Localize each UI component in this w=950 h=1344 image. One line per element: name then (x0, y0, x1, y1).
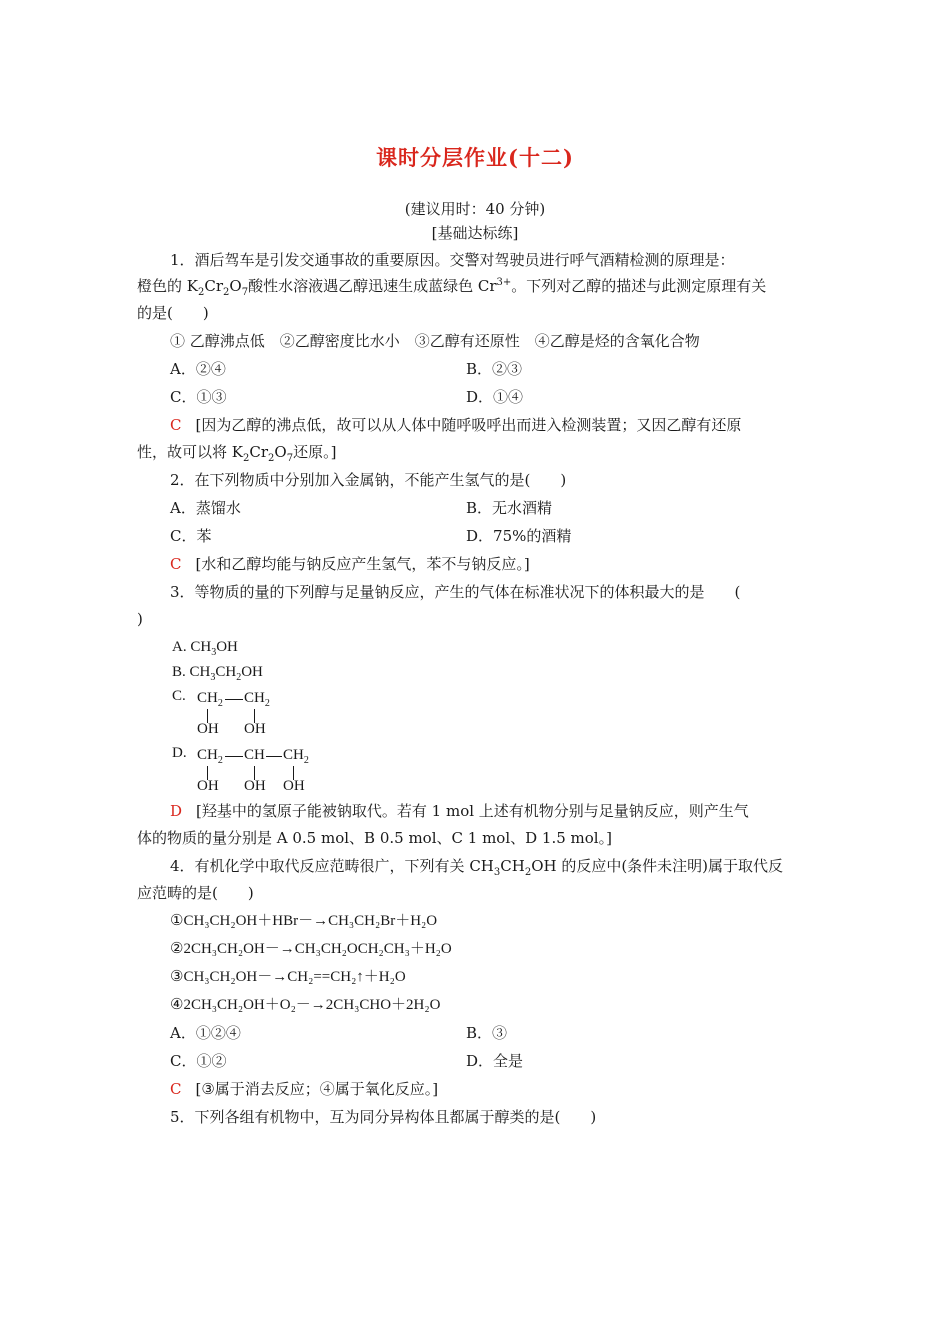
q4-reaction-1: ①CH₃CH₂OH＋HBr－→CH₃CH₂Br＋H₂O (170, 913, 438, 929)
q2-option-c: C．苯 (170, 527, 212, 545)
q4-option-d: D．全是 (466, 1052, 524, 1070)
q3-explanation-line1: D [羟基中的氢原子能被钠取代。若有 1 mol 上述有机物分别与足量钠反应，则产生气 (170, 802, 749, 820)
q4-option-a: A．①②④ (170, 1024, 241, 1042)
q3-option-d-structure: D. $CH_2$ CH $CH_2$ OH OH OH (172, 745, 309, 794)
q1-option-a: A．②④ (170, 360, 226, 378)
q1-option-d: D．①④ (466, 388, 524, 406)
q2-option-a: A．蒸馏水 (170, 499, 241, 517)
q2-explanation: C [水和乙醇均能与钠反应产生氢气，苯不与钠反应。] (170, 555, 530, 573)
q2-option-d: D．75%的酒精 (466, 527, 572, 545)
q1-option-c: C．①③ (170, 388, 227, 406)
q1-answer: C (170, 416, 182, 434)
q4-option-c: C．①② (170, 1052, 227, 1070)
q1-option-b: B．②③ (466, 360, 523, 378)
q4-line1: 4．有机化学中取代反应范畴很广，下列有关 $CH_3CH_2OH$ 的反应中(条件未注明)属于取代反 (170, 857, 784, 878)
q4-option-b: B．③ (466, 1024, 508, 1042)
q3-option-a: A. $CH_3OH$ (172, 639, 238, 658)
q3-option-c-structure: C. $CH_2$ $CH_2$ OH OH (172, 688, 270, 737)
q3-line2: ) (137, 610, 143, 628)
q2-option-b: B．无水酒精 (466, 499, 553, 517)
q4-explanation: C [③属于消去反应；④属于氧化反应。] (170, 1080, 439, 1098)
q1-line3: 的是( ) (137, 304, 209, 322)
q4-answer: C (170, 1080, 182, 1098)
q4-reaction-3: ③CH₃CH₂OH－→CH₂==CH₂↑＋H₂O (170, 969, 406, 985)
q2-answer: C (170, 555, 182, 573)
q1-statements: ① 乙醇沸点低 ②乙醇密度比水小 ③乙醇有还原性 ④乙醇是烃的含氧化合物 (170, 332, 700, 350)
time-hint: (建议用时：40 分钟) (404, 200, 546, 218)
q4-reaction-4: ④2CH₃CH₂OH＋O₂－→2CH₃CHO＋2H₂O (170, 997, 441, 1013)
q1-explanation-line1: C [因为乙醇的沸点低，故可以从人体中随呼吸呼出而进入检测装置；又因乙醇有还原 (170, 416, 742, 434)
q1-line2: 橙色的 $K_2Cr_2O_7$酸性水溶液遇乙醇迅速生成蓝绿色 $Cr^{3+}$。下列对乙醇的描述与此测定原理有关 (137, 277, 767, 298)
q3-explanation-line2: 体的物质的量分别是 A 0.5 mol、B 0.5 mol、C 1 mol、D 1.5 mol。] (137, 829, 612, 847)
q1-line1: 1．酒后驾车是引发交通事故的重要原因。交警对驾驶员进行呼气酒精检测的原理是： (170, 251, 735, 269)
q5-line1: 5．下列各组有机物中，互为同分异构体且都属于醇类的是( ) (170, 1108, 597, 1126)
page-title: 课时分层作业(十二) (376, 145, 574, 170)
section-heading: [基础达标练] (431, 224, 519, 242)
q3-line1: 3．等物质的量的下列醇与足量钠反应，产生的气体在标准状况下的体积最大的是 ( (170, 583, 741, 601)
q2-line1: 2．在下列物质中分别加入金属钠，不能产生氢气的是( ) (170, 471, 567, 489)
q3-option-b: B. $CH_3CH_2OH$ (172, 664, 263, 683)
q4-line2: 应范畴的是( ) (137, 884, 254, 902)
q4-reaction-2: ②2CH₃CH₂OH－→CH₃CH₂OCH₂CH₃＋H₂O (170, 941, 452, 957)
q1-explanation-line2: 性，故可以将 $K_2Cr_2O_7$还原。] (137, 443, 337, 464)
q3-answer: D (170, 802, 183, 820)
